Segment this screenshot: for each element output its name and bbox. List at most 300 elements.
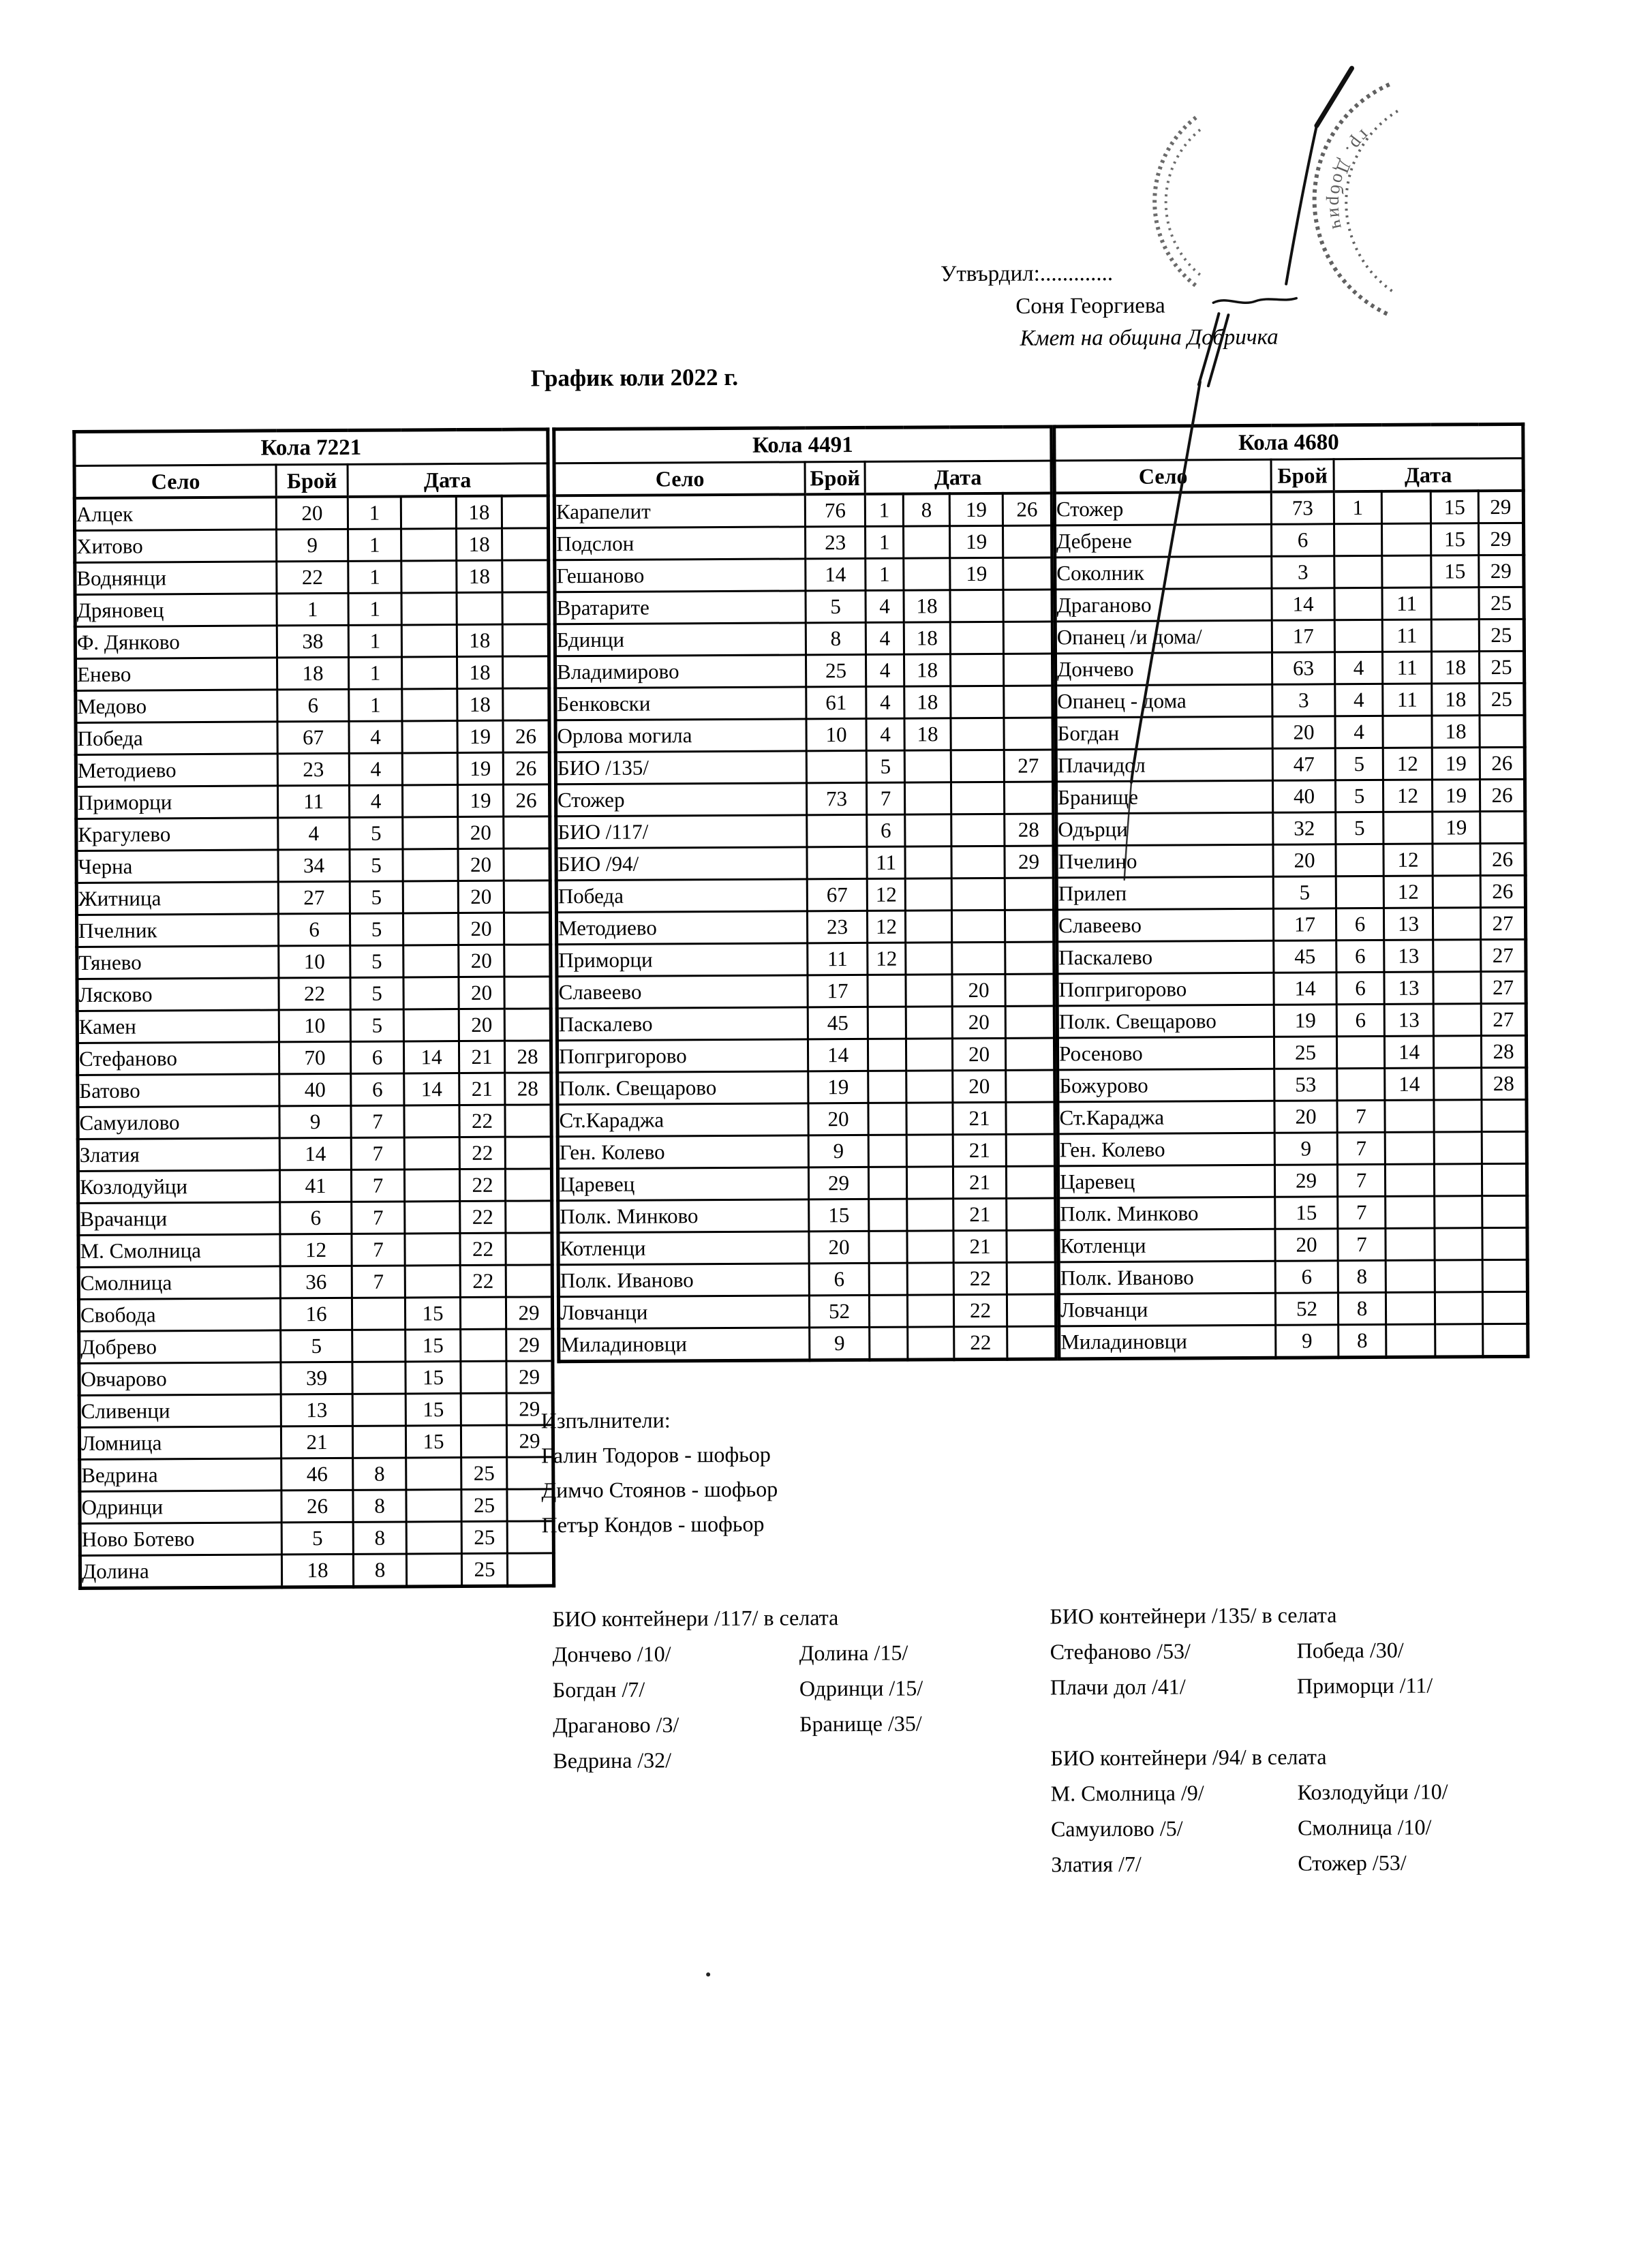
date-cell: 13 bbox=[1384, 940, 1433, 972]
count-cell: 52 bbox=[809, 1295, 869, 1327]
date-cell bbox=[1006, 1070, 1055, 1102]
date-cell: 18 bbox=[457, 560, 502, 592]
date-cell: 18 bbox=[457, 528, 502, 560]
table-row bbox=[78, 1169, 551, 1204]
date-cell bbox=[504, 816, 550, 849]
date-cell bbox=[352, 1426, 406, 1458]
date-cell bbox=[506, 1233, 552, 1265]
date-cell: 8 bbox=[1338, 1260, 1386, 1292]
village-cell: Божурово bbox=[1058, 1069, 1274, 1102]
date-cell bbox=[406, 1458, 461, 1490]
date-cell bbox=[404, 1105, 459, 1137]
date-cell: 19 bbox=[950, 525, 1003, 557]
village-cell: Овчарово bbox=[79, 1362, 281, 1396]
date-cell bbox=[1003, 525, 1052, 557]
date-cell: 18 bbox=[904, 654, 950, 686]
bio-cell: Ведрина /32/ bbox=[553, 1747, 672, 1773]
date-cell: 5 bbox=[350, 817, 403, 849]
date-cell: 6 bbox=[351, 1073, 404, 1105]
count-cell: 73 bbox=[806, 782, 866, 814]
date-cell bbox=[502, 592, 549, 624]
table-row bbox=[76, 881, 550, 915]
village-cell: Методиево bbox=[556, 911, 807, 945]
date-cell: 8 bbox=[353, 1554, 406, 1587]
date-cell bbox=[461, 1361, 506, 1393]
count-cell: 15 bbox=[809, 1199, 869, 1231]
date-cell bbox=[907, 1263, 953, 1295]
date-cell: 13 bbox=[1384, 1004, 1433, 1036]
table-row bbox=[1054, 491, 1523, 525]
date-cell: 22 bbox=[953, 1294, 1007, 1326]
date-cell bbox=[1334, 587, 1382, 620]
date-cell: 12 bbox=[1383, 876, 1433, 908]
count-cell: 5 bbox=[281, 1522, 353, 1555]
table-row bbox=[557, 1102, 1055, 1137]
date-cell: 20 bbox=[952, 974, 1005, 1006]
count-cell: 18 bbox=[281, 1554, 353, 1587]
date-cell: 22 bbox=[460, 1201, 506, 1233]
village-cell: Гешаново bbox=[555, 559, 806, 592]
date-cell: 18 bbox=[457, 656, 503, 688]
date-cell bbox=[1431, 620, 1479, 652]
date-cell bbox=[401, 593, 457, 625]
date-cell: 25 bbox=[461, 1521, 507, 1553]
table-row bbox=[79, 1425, 553, 1460]
date-cell bbox=[1482, 1259, 1527, 1291]
stamp-city-text: гр. Добрич bbox=[1326, 125, 1375, 234]
count-cell: 14 bbox=[279, 1137, 351, 1170]
approval-label: Утвърдил:............. bbox=[940, 260, 1114, 287]
village-cell: Вратарите bbox=[555, 591, 806, 624]
date-cell bbox=[950, 622, 1003, 654]
table-row bbox=[75, 592, 549, 627]
date-cell: 7 bbox=[352, 1266, 405, 1298]
count-cell bbox=[807, 846, 867, 878]
date-cell: 19 bbox=[949, 493, 1003, 526]
date-cell: 8 bbox=[353, 1458, 406, 1490]
date-cell bbox=[1334, 523, 1382, 555]
table-row bbox=[1055, 587, 1524, 622]
date-cell: 27 bbox=[1481, 971, 1526, 1003]
count-cell: 19 bbox=[808, 1071, 868, 1103]
count-cell bbox=[807, 814, 867, 846]
date-cell bbox=[505, 1137, 551, 1169]
village-cell: Златия bbox=[78, 1138, 279, 1172]
count-cell: 20 bbox=[1274, 1101, 1337, 1133]
village-cell: Ломница bbox=[79, 1426, 281, 1460]
count-cell: 22 bbox=[279, 977, 350, 1010]
village-cell: Житница bbox=[76, 882, 278, 915]
table-row bbox=[78, 1105, 551, 1140]
village-cell: Опанец /и дома/ bbox=[1055, 620, 1272, 654]
date-cell bbox=[352, 1394, 406, 1426]
date-cell: 18 bbox=[457, 624, 502, 656]
date-cell: 20 bbox=[459, 945, 504, 977]
table-row bbox=[78, 1297, 552, 1332]
broy-header-cell: Брой bbox=[805, 461, 865, 494]
date-cell: 29 bbox=[506, 1393, 553, 1425]
date-cell: 26 bbox=[1003, 493, 1052, 525]
count-cell: 14 bbox=[1272, 588, 1334, 620]
village-cell: Долина bbox=[80, 1555, 281, 1589]
date-cell: 12 bbox=[868, 943, 906, 975]
date-cell: 22 bbox=[460, 1233, 506, 1265]
table-row bbox=[78, 1233, 552, 1268]
date-cell: 4 bbox=[866, 654, 904, 686]
count-cell: 3 bbox=[1272, 684, 1335, 716]
date-cell: 14 bbox=[404, 1073, 459, 1105]
date-cell bbox=[1480, 811, 1525, 843]
table-row bbox=[76, 784, 549, 819]
date-cell bbox=[1431, 587, 1479, 620]
count-cell: 70 bbox=[279, 1041, 350, 1074]
date-cell bbox=[951, 686, 1004, 718]
count-cell: 20 bbox=[276, 497, 348, 530]
date-cell: 22 bbox=[460, 1265, 506, 1297]
table-row bbox=[76, 913, 550, 947]
date-cell bbox=[908, 1327, 954, 1360]
village-cell: Богдан bbox=[1056, 716, 1272, 750]
date-cell: 1 bbox=[348, 625, 401, 657]
count-cell: 10 bbox=[279, 1009, 350, 1042]
date-cell: 22 bbox=[459, 1105, 505, 1137]
date-cell bbox=[906, 1071, 953, 1103]
village-cell: БИО /135/ bbox=[555, 751, 806, 784]
date-cell bbox=[405, 1202, 460, 1234]
date-cell: 5 bbox=[1335, 748, 1383, 780]
table-row bbox=[558, 1294, 1056, 1329]
date-cell: 18 bbox=[904, 590, 950, 622]
village-cell: Хитово bbox=[75, 530, 277, 563]
village-cell: Стожер bbox=[1054, 492, 1271, 525]
date-cell bbox=[1433, 844, 1480, 876]
date-cell: 18 bbox=[904, 686, 951, 718]
schedule-table-kola-7221 bbox=[72, 427, 555, 1590]
date-cell: 7 bbox=[1338, 1228, 1386, 1260]
table-row bbox=[556, 910, 1054, 945]
count-cell: 73 bbox=[1271, 491, 1334, 524]
date-cell bbox=[504, 945, 551, 977]
date-cell: 5 bbox=[1336, 812, 1383, 844]
date-cell bbox=[1434, 1100, 1482, 1132]
date-cell: 12 bbox=[1383, 844, 1433, 876]
date-cell bbox=[1435, 1292, 1482, 1324]
date-cell: 20 bbox=[952, 1006, 1005, 1038]
bio-section-title: БИО контейнери /135/ в селата bbox=[1050, 1602, 1337, 1629]
count-cell: 41 bbox=[279, 1170, 351, 1202]
date-cell bbox=[868, 1167, 906, 1199]
count-cell: 20 bbox=[1273, 844, 1336, 876]
date-cell: 4 bbox=[866, 686, 904, 718]
date-cell: 21 bbox=[459, 1041, 504, 1073]
table-row bbox=[1055, 619, 1524, 654]
date-cell bbox=[401, 561, 457, 593]
date-cell bbox=[1006, 1134, 1055, 1166]
table-row bbox=[555, 654, 1053, 688]
date-cell: 18 bbox=[457, 688, 503, 720]
date-cell: 28 bbox=[505, 1073, 551, 1105]
date-cell: 11 bbox=[1382, 587, 1431, 620]
count-cell: 29 bbox=[1274, 1165, 1337, 1197]
date-cell bbox=[905, 846, 951, 878]
date-cell bbox=[506, 1265, 552, 1297]
date-cell: 25 bbox=[461, 1489, 507, 1521]
date-cell bbox=[906, 943, 952, 975]
date-cell: 15 bbox=[1431, 523, 1479, 555]
date-cell: 13 bbox=[1384, 972, 1433, 1004]
village-cell: Приморци bbox=[76, 786, 277, 819]
date-cell bbox=[1004, 782, 1053, 814]
date-cell: 20 bbox=[458, 849, 504, 881]
bio-list bbox=[553, 1634, 923, 1778]
date-cell: 29 bbox=[1479, 523, 1524, 555]
count-cell: 9 bbox=[1276, 1325, 1339, 1358]
village-cell: Ловчанци bbox=[1058, 1293, 1275, 1326]
date-cell: 25 bbox=[1480, 683, 1525, 715]
village-cell: Победа bbox=[556, 879, 807, 913]
date-cell bbox=[1005, 1038, 1054, 1070]
village-cell: Прилеп bbox=[1056, 876, 1273, 910]
count-cell: 39 bbox=[281, 1362, 352, 1394]
village-cell: БИО /117/ bbox=[556, 815, 807, 849]
date-cell: 8 bbox=[1339, 1324, 1386, 1357]
date-cell bbox=[1003, 557, 1052, 590]
village-cell: Одърци bbox=[1056, 812, 1273, 846]
count-cell: 9 bbox=[810, 1327, 870, 1360]
bio-list bbox=[1050, 1632, 1433, 1705]
count-cell: 13 bbox=[281, 1394, 352, 1426]
table-row bbox=[557, 1038, 1054, 1073]
date-cell: 25 bbox=[461, 1553, 507, 1586]
date-cell: 26 bbox=[1480, 779, 1525, 811]
page-title: График юли 2022 г. bbox=[530, 363, 739, 392]
date-cell: 8 bbox=[903, 493, 949, 526]
date-cell bbox=[905, 814, 951, 846]
table-row bbox=[75, 624, 549, 659]
date-cell bbox=[1003, 590, 1052, 622]
count-cell: 76 bbox=[805, 494, 865, 527]
table-row bbox=[558, 1198, 1056, 1233]
date-cell bbox=[952, 942, 1005, 974]
count-cell: 3 bbox=[1272, 556, 1334, 588]
count-cell: 15 bbox=[1275, 1197, 1338, 1229]
date-cell bbox=[402, 689, 457, 721]
date-cell bbox=[1382, 555, 1431, 587]
count-cell: 6 bbox=[278, 913, 350, 946]
date-cell: 1 bbox=[348, 529, 401, 561]
village-cell: Славеево bbox=[557, 975, 808, 1009]
date-cell bbox=[906, 975, 952, 1007]
date-cell bbox=[1383, 716, 1432, 748]
date-cell: 11 bbox=[1382, 620, 1431, 652]
village-cell: Стефаново bbox=[77, 1042, 279, 1075]
date-cell: 5 bbox=[866, 750, 904, 782]
date-cell: 29 bbox=[1478, 491, 1523, 523]
date-cell bbox=[352, 1330, 406, 1362]
village-cell: Стожер bbox=[555, 783, 806, 816]
count-cell: 16 bbox=[280, 1298, 352, 1330]
date-cell: 15 bbox=[1431, 555, 1479, 587]
date-cell: 15 bbox=[406, 1394, 461, 1426]
village-cell: Енево bbox=[76, 658, 277, 691]
date-cell: 14 bbox=[1385, 1068, 1434, 1100]
date-cell: 7 bbox=[352, 1202, 405, 1234]
date-cell bbox=[1007, 1326, 1056, 1359]
date-cell: 25 bbox=[1479, 587, 1524, 619]
date-cell bbox=[1482, 1195, 1527, 1227]
table-row bbox=[1055, 555, 1524, 590]
table-row bbox=[1058, 1067, 1527, 1102]
count-cell: 40 bbox=[279, 1073, 351, 1106]
bio-cell: Долина /15/ bbox=[799, 1640, 908, 1666]
table-row bbox=[555, 525, 1052, 560]
count-cell: 29 bbox=[808, 1167, 868, 1199]
date-cell bbox=[1382, 523, 1431, 555]
date-cell bbox=[904, 558, 950, 590]
date-cell: 28 bbox=[1481, 1035, 1526, 1067]
date-cell: 20 bbox=[458, 913, 504, 945]
date-cell: 21 bbox=[459, 1073, 505, 1105]
table-row bbox=[1055, 523, 1524, 557]
table-row bbox=[76, 849, 550, 883]
table-row bbox=[556, 846, 1054, 881]
date-cell: 20 bbox=[459, 977, 504, 1009]
date-cell: 15 bbox=[406, 1426, 461, 1458]
table-row bbox=[76, 816, 550, 851]
date-cell bbox=[461, 1425, 506, 1457]
date-cell bbox=[1435, 1260, 1482, 1292]
date-cell: 4 bbox=[1335, 684, 1383, 716]
table-row bbox=[77, 945, 551, 979]
date-cell: 29 bbox=[1005, 846, 1054, 878]
count-cell: 20 bbox=[809, 1231, 869, 1263]
date-cell: 19 bbox=[1433, 812, 1480, 844]
date-cell: 6 bbox=[1336, 940, 1384, 972]
date-cell bbox=[907, 1231, 953, 1263]
date-cell bbox=[1383, 812, 1433, 844]
date-cell bbox=[503, 656, 549, 688]
count-cell: 14 bbox=[808, 1039, 868, 1071]
village-cell: Полк. Минково bbox=[1058, 1197, 1275, 1230]
date-cell: 5 bbox=[350, 849, 403, 881]
count-cell: 45 bbox=[1274, 941, 1336, 973]
date-cell: 18 bbox=[904, 622, 950, 654]
schedule-table-kola-4680 bbox=[1052, 423, 1529, 1361]
date-cell bbox=[1003, 622, 1052, 654]
count-cell: 11 bbox=[277, 785, 349, 818]
approval-name: Соня Георгиева bbox=[1015, 293, 1165, 319]
table-row bbox=[1056, 715, 1525, 750]
table-row bbox=[78, 1265, 552, 1300]
table-row bbox=[77, 1009, 551, 1043]
count-cell: 20 bbox=[1272, 716, 1335, 748]
date-cell: 15 bbox=[406, 1362, 461, 1394]
bio-list bbox=[1051, 1773, 1449, 1882]
date-cell bbox=[1386, 1260, 1435, 1292]
date-cell: 19 bbox=[457, 752, 503, 784]
bio-list-row bbox=[1050, 1632, 1433, 1670]
svg-text:гр. Добрич bbox=[1326, 126, 1375, 233]
date-cell bbox=[1386, 1196, 1435, 1228]
date-cell: 4 bbox=[1334, 652, 1382, 684]
date-cell: 18 bbox=[1431, 652, 1479, 684]
bio-list-row bbox=[553, 1634, 923, 1672]
date-cell bbox=[906, 1103, 953, 1135]
table-row bbox=[558, 1262, 1056, 1297]
count-cell: 32 bbox=[1273, 812, 1336, 844]
date-cell: 27 bbox=[1004, 750, 1053, 782]
date-cell: 22 bbox=[954, 1326, 1007, 1359]
count-cell: 26 bbox=[281, 1490, 353, 1523]
count-cell: 23 bbox=[807, 911, 867, 943]
village-cell: Приморци bbox=[557, 943, 808, 977]
date-cell bbox=[868, 975, 906, 1007]
date-cell: 18 bbox=[456, 496, 502, 529]
executors-heading: Изпълнители: bbox=[540, 1407, 671, 1433]
table-row bbox=[1056, 747, 1525, 782]
village-cell: Карапелит bbox=[554, 494, 805, 528]
village-cell: Победа bbox=[76, 722, 277, 755]
village-cell: Попгригорово bbox=[557, 1039, 808, 1073]
date-cell: 1 bbox=[866, 526, 904, 558]
date-cell: 12 bbox=[1383, 780, 1432, 812]
table-row bbox=[1057, 1035, 1526, 1070]
date-cell bbox=[1433, 940, 1481, 972]
village-cell: Владимирово bbox=[555, 655, 806, 688]
date-cell: 22 bbox=[459, 1169, 505, 1201]
count-cell: 10 bbox=[806, 718, 866, 750]
table-row bbox=[1057, 1003, 1526, 1038]
village-cell: Котленци bbox=[1058, 1229, 1275, 1262]
bio-section-title: БИО контейнери /117/ в селата bbox=[552, 1605, 839, 1632]
table-row bbox=[555, 557, 1052, 592]
date-cell: 4 bbox=[866, 590, 904, 622]
date-cell: 1 bbox=[349, 689, 402, 721]
date-cell: 1 bbox=[348, 496, 401, 529]
date-cell: 19 bbox=[457, 720, 503, 752]
date-cell bbox=[1433, 876, 1480, 908]
count-cell: 52 bbox=[1275, 1293, 1338, 1325]
date-cell bbox=[870, 1327, 908, 1360]
date-cell: 1 bbox=[866, 558, 904, 590]
date-cell bbox=[461, 1393, 506, 1425]
date-cell: 18 bbox=[904, 718, 951, 750]
count-cell: 63 bbox=[1272, 652, 1334, 684]
count-cell: 6 bbox=[277, 689, 349, 722]
date-cell bbox=[906, 1167, 953, 1199]
bio-cell: Богдан /7/ bbox=[552, 1677, 645, 1702]
count-cell: 20 bbox=[1275, 1229, 1338, 1261]
table-row bbox=[1057, 939, 1526, 974]
table-row bbox=[555, 622, 1052, 656]
village-cell: Ген. Колево bbox=[557, 1135, 808, 1169]
date-cell bbox=[1482, 1131, 1527, 1163]
table-row bbox=[1058, 1163, 1527, 1198]
date-cell: 12 bbox=[867, 878, 905, 911]
date-cell: 15 bbox=[406, 1330, 461, 1362]
table-row bbox=[1056, 811, 1525, 846]
bio-cell: Бранище /35/ bbox=[799, 1711, 922, 1737]
date-cell: 21 bbox=[953, 1102, 1006, 1134]
date-cell: 6 bbox=[1336, 972, 1384, 1004]
date-cell: 1 bbox=[348, 561, 401, 593]
date-cell bbox=[907, 1295, 953, 1327]
date-cell bbox=[1005, 910, 1054, 942]
count-cell: 17 bbox=[1272, 620, 1334, 652]
bio-cell: Драганово /3/ bbox=[553, 1712, 679, 1738]
table-row bbox=[557, 1070, 1055, 1105]
table-row bbox=[74, 495, 548, 530]
